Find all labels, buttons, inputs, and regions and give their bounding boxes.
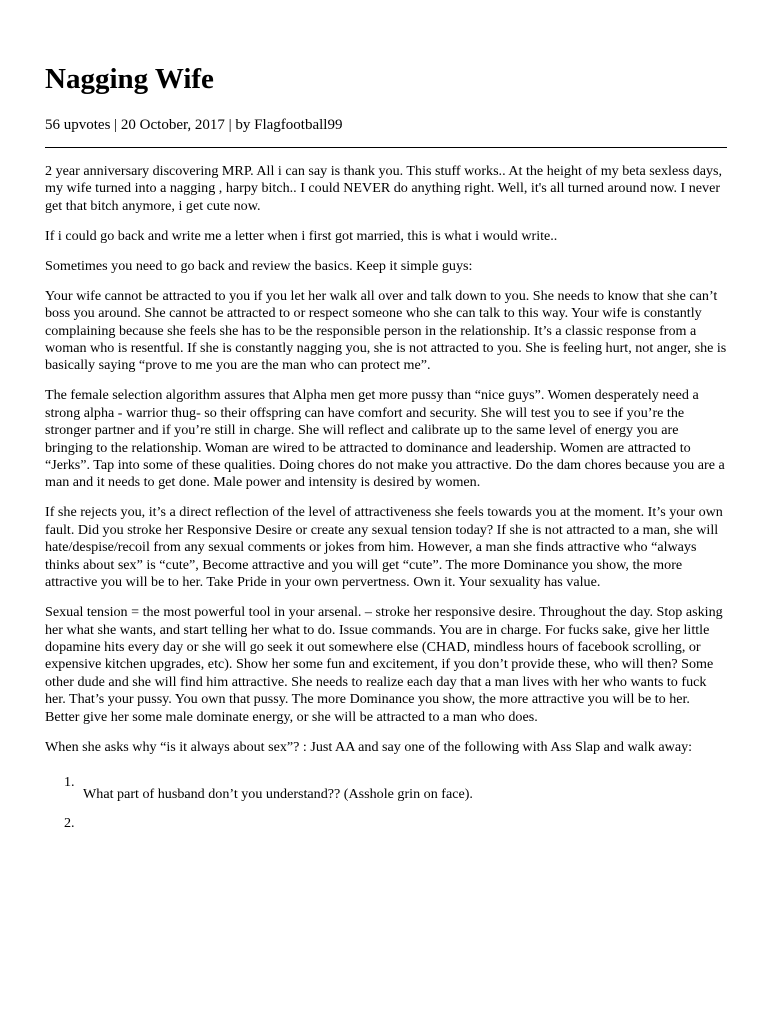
title-divider [45,147,727,148]
body-paragraph: If i could go back and write me a letter when i first got married, this is what i would write.. [45,227,558,244]
list-item-text: What part of husband don’t you understand?? (Asshole grin on face). [83,785,473,802]
list-item-text [83,815,727,844]
list-item-number: 1. [64,773,75,790]
body-paragraph: The female selection algorithm assures that Alpha men get more pussy than “nice guys”. Women desperately need a strong alpha - warrior thug- so their offspring can have comfort and security. She will test you to see if you’re the stronger partner and if you’re still in charge. She will reflect and calibrate up to the same level of energy you are bringing to the relationship. Woman are wired to be attracted to dominance and leadership. Women are attracted to “Jerks”. Tap into some of these qualities. Doing chores do not make you attractive. Do the dam chores because you are a man and it needs to get done. Male power and intensity is desired by women. [45,387,725,491]
body-paragraph: Your wife cannot be attracted to you if you let her walk all over and talk down to you. She needs to know that she can’t boss you around. She cannot be attracted to or respect someone who she can talk to this way. Your wife is constantly complaining because she feels she has to be the responsible person in the relationship. It’s a classic response from a woman who is resentful. If she is constantly nagging you, she is not attracted to you. She is feeling hurt, not anger, she is basically saying “prove to me you are the man who can protect me”. [45,287,727,374]
body-paragraph: If she rejects you, it’s a direct reflection of the level of attractiveness she feels towards you at the moment. It’s your own fault. Did you stroke her Responsive Desire or create any sexual tension today? If she is not attracted to a man, she will hate/despise/recoil from any sexual comments or jokes from him. However, a man she finds attractive who “always thinks about sex” is “cute”, Become attractive and you will get “cute”. The more Dominance you show, the more attractive you will be to her. Take Pride in your own pervertness. Own it. Your sexuality has value. [45,504,723,591]
post-body [45,163,727,857]
list-item [45,815,727,844]
list-item [45,774,727,803]
post-title: Nagging Wife [45,63,214,95]
body-paragraph: When she asks why “is it always about sex”? : Just AA and say one of the following with Ass Slap and walk away: [45,738,693,755]
post-meta: 56 upvotes | 20 October, 2017 | by Flagfootball99 [45,117,343,133]
response-list [45,774,727,845]
body-paragraph: Sexual tension = the most powerful tool in your arsenal. – stroke her responsive desire. Throughout the day. Stop asking her what she wants, and start telling her what to do. Issue commands. You are in charge. For fucks sake, give her little dopamine hits every day or she will go seek it out somewhere else (CHAD, mindless hours of facebook scrolling, or expensive kitchen upgrades, etc). Show her some fun and excitement, if you don’t provide these, who will then? Some other dude and she will find him attractive. She needs to realize each day that a man lives with her who wants to fuck her. That’s your pussy. You own that pussy. The more Dominance you show, the more attractive you will be to her. Better give her some male dominate energy, or she will be attracted to a man who does. [45,604,723,725]
body-paragraph: Sometimes you need to go back and review the basics. Keep it simple guys: [45,257,473,274]
list-item-number: 2. [64,815,75,832]
body-paragraph: 2 year anniversary discovering MRP. All i can say is thank you. This stuff works.. At the height of my beta sexless days, my wife turned into a nagging , harpy bitch.. I could NEVER do anything right. Well, it's all turned around now. I never get that bitch anymore, i get cute now. [45,163,723,214]
